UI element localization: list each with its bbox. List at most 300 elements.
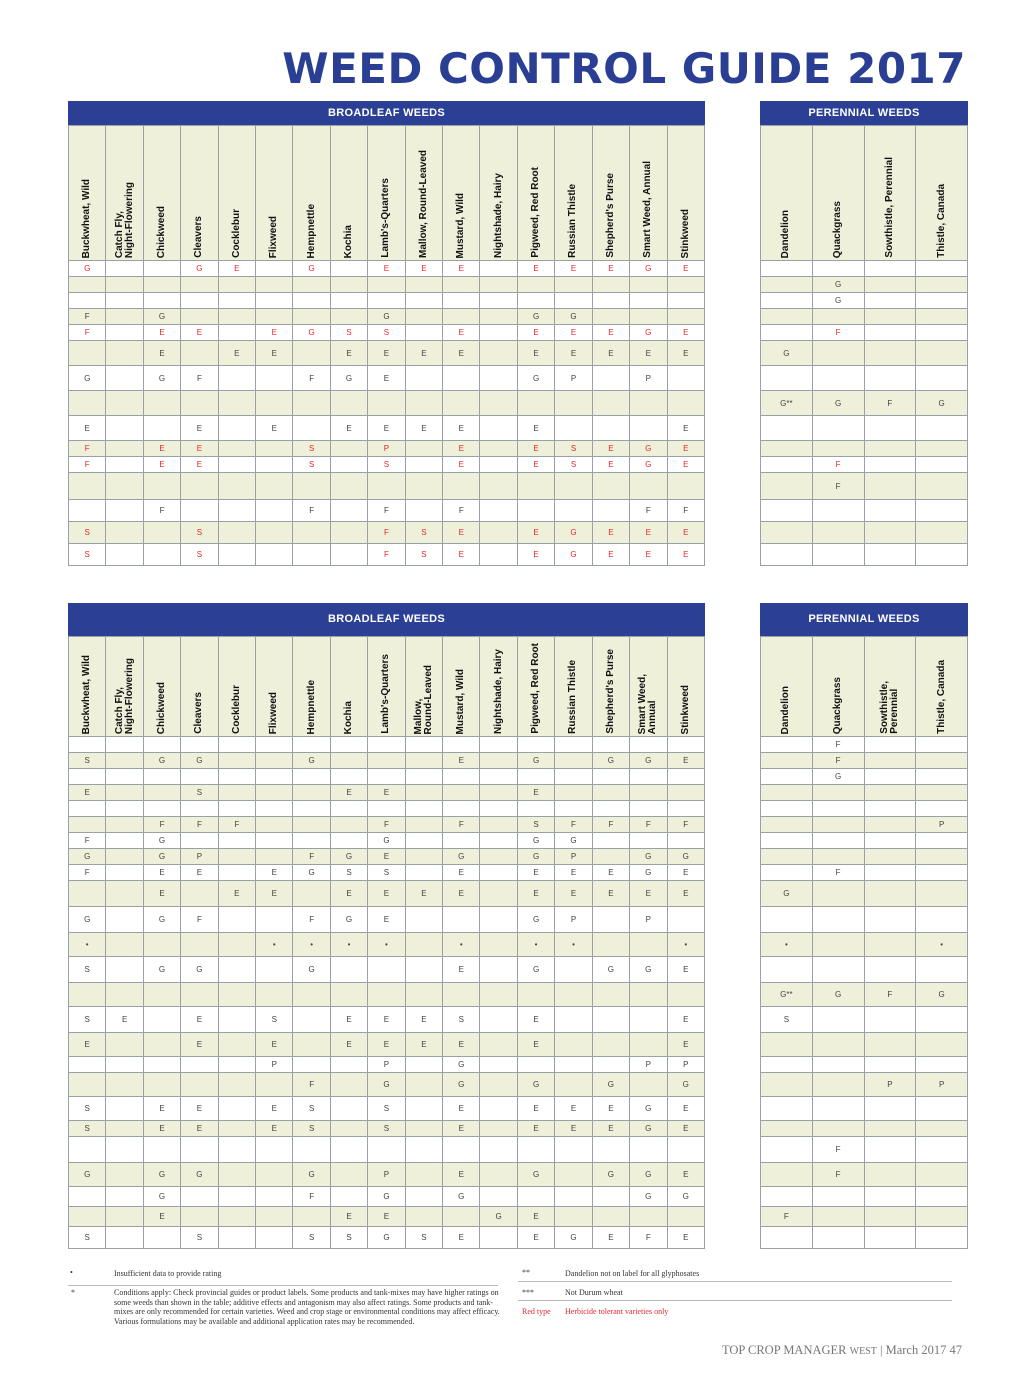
column-header-label: Dandelion xyxy=(780,685,792,734)
rating-cell xyxy=(916,366,968,391)
rating-cell xyxy=(330,753,367,769)
rating-cell: G xyxy=(667,1187,705,1207)
rating-cell xyxy=(443,801,480,817)
rating-cell xyxy=(480,753,517,769)
rating-cell xyxy=(630,769,667,785)
table-row xyxy=(761,769,968,785)
rating-cell: S xyxy=(368,325,405,341)
rating-cell xyxy=(181,500,218,522)
column-header xyxy=(667,637,705,737)
rating-cell xyxy=(864,1163,916,1187)
rating-cell xyxy=(330,737,367,753)
table-row xyxy=(761,881,968,907)
rating-cell xyxy=(592,769,629,785)
rating-cell: E xyxy=(256,325,293,341)
rating-cell xyxy=(256,544,293,566)
rating-cell xyxy=(330,261,367,277)
rating-cell xyxy=(256,769,293,785)
rating-cell xyxy=(592,1057,629,1073)
rating-cell xyxy=(330,833,367,849)
column-header-label: Flixweed xyxy=(268,691,280,734)
rating-cell xyxy=(405,1207,442,1227)
rating-cell xyxy=(143,544,180,566)
rating-cell xyxy=(106,441,143,457)
rating-cell: E xyxy=(368,416,405,441)
rating-cell: E xyxy=(143,341,180,366)
rating-cell xyxy=(480,769,517,785)
rating-cell: E xyxy=(181,865,218,881)
column-header xyxy=(864,126,916,261)
rating-cell xyxy=(330,1137,367,1163)
rating-cell xyxy=(443,309,480,325)
rating-cell: E xyxy=(443,881,480,907)
rating-cell: P xyxy=(864,1073,916,1097)
rating-cell: F xyxy=(812,473,864,500)
rating-cell xyxy=(256,737,293,753)
rating-cell xyxy=(592,983,629,1007)
rating-cell xyxy=(630,391,667,416)
column-header-label: Kochia xyxy=(343,700,355,734)
rating-cell: E xyxy=(405,1007,442,1033)
note-symbol: ** xyxy=(522,1268,530,1277)
rating-cell xyxy=(667,737,705,753)
rating-cell xyxy=(218,325,255,341)
rating-cell xyxy=(106,1207,143,1227)
table-row xyxy=(69,1007,705,1033)
rating-cell xyxy=(480,865,517,881)
rating-cell: G xyxy=(630,865,667,881)
rating-cell xyxy=(69,1187,106,1207)
rating-cell xyxy=(480,391,517,416)
rating-cell xyxy=(106,544,143,566)
rating-cell: E xyxy=(69,785,106,801)
table-row xyxy=(69,983,705,1007)
rating-cell: F xyxy=(181,817,218,833)
rating-cell: G xyxy=(592,957,629,983)
rating-cell xyxy=(555,769,592,785)
rating-cell xyxy=(761,500,813,522)
rating-cell: E xyxy=(592,1227,629,1249)
rating-cell xyxy=(218,309,255,325)
rating-cell xyxy=(480,957,517,983)
table-row xyxy=(69,833,705,849)
table-row xyxy=(761,1121,968,1137)
rating-cell: G xyxy=(630,457,667,473)
rating-cell xyxy=(480,293,517,309)
rating-cell xyxy=(630,737,667,753)
table-row xyxy=(761,833,968,849)
rating-cell xyxy=(761,957,813,983)
rating-cell: E xyxy=(592,457,629,473)
table-row xyxy=(69,957,705,983)
rating-cell xyxy=(256,1073,293,1097)
column-header-label: Shepherd's Purse xyxy=(604,649,616,734)
table-row xyxy=(761,261,968,277)
rating-cell: S xyxy=(69,1227,106,1249)
rating-cell: F xyxy=(69,325,106,341)
table-row xyxy=(69,1187,705,1207)
rating-cell xyxy=(592,473,629,500)
rating-cell: E xyxy=(555,865,592,881)
rating-cell xyxy=(443,833,480,849)
rating-cell xyxy=(293,544,330,566)
table-row xyxy=(69,457,705,473)
rating-cell xyxy=(256,457,293,473)
rating-cell xyxy=(916,769,968,785)
rating-cell: E xyxy=(667,753,705,769)
rating-cell: F xyxy=(368,544,405,566)
rating-cell: E xyxy=(368,849,405,865)
rating-cell xyxy=(630,833,667,849)
rating-cell xyxy=(69,1137,106,1163)
rating-cell: • xyxy=(69,933,106,957)
rating-cell xyxy=(330,457,367,473)
rating-cell: E xyxy=(592,261,629,277)
rating-cell xyxy=(405,753,442,769)
table-row xyxy=(761,907,968,933)
column-header xyxy=(443,126,480,261)
rating-cell xyxy=(630,293,667,309)
rating-cell: E xyxy=(667,522,705,544)
rating-cell xyxy=(864,325,916,341)
column-header xyxy=(106,126,143,261)
rating-cell xyxy=(916,907,968,933)
column-header-label: Nightshade, Hairy xyxy=(492,172,504,258)
rating-cell: G xyxy=(761,881,813,907)
rating-cell xyxy=(443,473,480,500)
rating-cell: G xyxy=(812,983,864,1007)
rating-cell xyxy=(555,1187,592,1207)
rating-cell xyxy=(864,769,916,785)
rating-cell xyxy=(916,277,968,293)
rating-cell xyxy=(69,293,106,309)
rating-cell xyxy=(864,817,916,833)
rating-cell xyxy=(106,293,143,309)
column-header xyxy=(330,126,367,261)
broadleaf-header-top: BROADLEAF WEEDS xyxy=(68,101,705,125)
rating-cell: E xyxy=(368,907,405,933)
rating-cell: E xyxy=(443,1033,480,1057)
rating-cell xyxy=(630,1007,667,1033)
column-header-label: Stinkweed xyxy=(679,684,691,734)
rating-cell: E xyxy=(667,1121,705,1137)
rating-cell: E xyxy=(592,325,629,341)
column-header-label: Pigweed, Red Root xyxy=(530,167,542,258)
rating-cell xyxy=(916,473,968,500)
rating-cell xyxy=(555,1057,592,1073)
rating-cell xyxy=(667,983,705,1007)
column-header xyxy=(256,126,293,261)
rating-cell: E xyxy=(667,1227,705,1249)
rating-cell xyxy=(480,457,517,473)
rating-cell: E xyxy=(181,1033,218,1057)
column-header xyxy=(517,637,554,737)
rating-cell: F xyxy=(293,1073,330,1097)
rating-cell xyxy=(592,391,629,416)
rating-cell xyxy=(106,416,143,441)
rating-cell: E xyxy=(517,416,554,441)
rating-cell xyxy=(916,416,968,441)
rating-cell: E xyxy=(218,881,255,907)
rating-cell xyxy=(256,907,293,933)
column-header xyxy=(293,126,330,261)
rating-cell xyxy=(69,277,106,293)
rating-cell xyxy=(864,1121,916,1137)
rating-cell xyxy=(405,865,442,881)
rating-cell xyxy=(480,1033,517,1057)
rating-cell: P xyxy=(916,1073,968,1097)
rating-cell: G xyxy=(443,1057,480,1073)
rating-cell: F xyxy=(368,522,405,544)
rating-cell: E xyxy=(667,341,705,366)
rating-cell xyxy=(761,833,813,849)
rating-cell: E xyxy=(143,441,180,457)
rating-cell xyxy=(293,881,330,907)
rating-cell: E xyxy=(667,881,705,907)
rating-cell: E xyxy=(630,544,667,566)
rating-cell: G xyxy=(812,391,864,416)
rating-cell xyxy=(256,785,293,801)
rating-cell xyxy=(761,261,813,277)
table-row xyxy=(761,1207,968,1227)
rating-cell xyxy=(667,907,705,933)
table-row xyxy=(69,1057,705,1073)
rating-cell xyxy=(218,769,255,785)
rating-cell: F xyxy=(143,500,180,522)
rating-cell: E xyxy=(517,881,554,907)
rating-cell xyxy=(106,1121,143,1137)
rating-cell: S xyxy=(368,1097,405,1121)
rating-cell xyxy=(143,785,180,801)
column-header-label: Quackgrass xyxy=(832,200,844,258)
rating-cell xyxy=(592,1137,629,1163)
rating-cell xyxy=(181,473,218,500)
rating-cell xyxy=(256,309,293,325)
rating-cell xyxy=(106,1097,143,1121)
rating-cell: E xyxy=(555,1121,592,1137)
rating-cell: E xyxy=(517,522,554,544)
rating-cell: E xyxy=(181,441,218,457)
rating-cell xyxy=(555,983,592,1007)
rating-cell xyxy=(916,957,968,983)
rating-cell xyxy=(480,801,517,817)
rating-cell: F xyxy=(443,817,480,833)
rating-cell xyxy=(330,1187,367,1207)
rating-cell xyxy=(106,785,143,801)
rating-cell xyxy=(592,785,629,801)
note-herbicide-tolerant: Herbicide tolerant varieties only xyxy=(565,1307,669,1316)
rating-cell xyxy=(218,457,255,473)
rating-cell: E xyxy=(143,881,180,907)
rating-cell xyxy=(916,1163,968,1187)
rating-cell xyxy=(812,1207,864,1227)
rating-cell xyxy=(218,737,255,753)
rating-cell xyxy=(256,1207,293,1227)
rating-cell: E xyxy=(256,416,293,441)
rating-cell: G xyxy=(761,341,813,366)
rating-cell xyxy=(256,1163,293,1187)
rating-cell: G xyxy=(667,849,705,865)
table-row xyxy=(761,416,968,441)
rating-cell xyxy=(218,1163,255,1187)
rating-cell xyxy=(812,1033,864,1057)
rating-cell xyxy=(667,1207,705,1227)
rating-cell xyxy=(218,391,255,416)
rating-cell: E xyxy=(181,1007,218,1033)
broadleaf-table-bottom xyxy=(68,636,705,1249)
rating-cell xyxy=(368,391,405,416)
rating-cell: E xyxy=(517,261,554,277)
rating-cell: P xyxy=(181,849,218,865)
rating-cell xyxy=(106,261,143,277)
rating-cell: S xyxy=(555,441,592,457)
column-header-label: Thistle, Canada xyxy=(935,660,947,734)
rating-cell xyxy=(864,293,916,309)
rating-cell: E xyxy=(218,261,255,277)
rating-cell xyxy=(592,1187,629,1207)
rating-cell xyxy=(293,817,330,833)
rating-cell: E xyxy=(443,1097,480,1121)
rating-cell xyxy=(864,261,916,277)
rating-cell xyxy=(218,1073,255,1097)
rating-cell: S xyxy=(181,1227,218,1249)
column-header xyxy=(143,126,180,261)
rating-cell xyxy=(555,293,592,309)
rating-cell xyxy=(293,1033,330,1057)
rating-cell: F xyxy=(293,500,330,522)
rating-cell: S xyxy=(368,1121,405,1137)
rating-cell xyxy=(667,391,705,416)
rating-cell xyxy=(761,277,813,293)
rating-cell xyxy=(293,737,330,753)
rating-cell: E xyxy=(443,1121,480,1137)
rating-cell: E xyxy=(443,341,480,366)
rating-cell xyxy=(592,933,629,957)
rating-cell xyxy=(181,391,218,416)
rating-cell: G xyxy=(293,325,330,341)
rating-cell xyxy=(630,1207,667,1227)
rating-cell xyxy=(106,983,143,1007)
rating-cell xyxy=(181,341,218,366)
rating-cell xyxy=(517,277,554,293)
rating-cell xyxy=(106,1033,143,1057)
rating-cell: G xyxy=(630,1121,667,1137)
rating-cell: E xyxy=(443,544,480,566)
rating-cell xyxy=(69,1073,106,1097)
rating-cell xyxy=(555,957,592,983)
rating-cell xyxy=(368,983,405,1007)
rating-cell: F xyxy=(630,1227,667,1249)
rating-cell xyxy=(555,416,592,441)
rating-cell xyxy=(69,881,106,907)
column-header xyxy=(630,126,667,261)
rating-cell: G xyxy=(443,849,480,865)
rating-cell xyxy=(630,1137,667,1163)
rating-cell: G xyxy=(181,1163,218,1187)
rating-cell: G xyxy=(143,849,180,865)
rating-cell xyxy=(761,1057,813,1073)
rating-cell xyxy=(218,277,255,293)
rating-cell xyxy=(218,865,255,881)
rating-cell: E xyxy=(256,1097,293,1121)
column-header-label: Shepherd's Purse xyxy=(604,173,616,258)
column-header xyxy=(256,637,293,737)
rating-cell: G xyxy=(555,309,592,325)
rating-cell xyxy=(916,325,968,341)
rating-cell: S xyxy=(181,544,218,566)
rating-cell xyxy=(761,441,813,457)
rating-cell: G xyxy=(143,753,180,769)
rating-cell xyxy=(181,769,218,785)
rating-cell xyxy=(293,391,330,416)
rating-cell xyxy=(330,544,367,566)
column-header-label: Catch Fly, Night-Flowering xyxy=(113,657,135,734)
rating-cell xyxy=(106,391,143,416)
rating-cell: G xyxy=(592,1073,629,1097)
rating-cell: E xyxy=(443,522,480,544)
rating-cell: E xyxy=(143,457,180,473)
rating-cell xyxy=(592,849,629,865)
rating-cell: F xyxy=(812,1137,864,1163)
rating-cell xyxy=(256,1227,293,1249)
rating-cell xyxy=(405,1163,442,1187)
rating-cell xyxy=(69,1207,106,1227)
rating-cell xyxy=(256,277,293,293)
rating-cell xyxy=(256,261,293,277)
rating-cell xyxy=(256,441,293,457)
rating-cell xyxy=(218,849,255,865)
rating-cell xyxy=(69,817,106,833)
rating-cell xyxy=(555,473,592,500)
rating-cell xyxy=(368,293,405,309)
table-row xyxy=(69,366,705,391)
rating-cell xyxy=(480,341,517,366)
rating-cell xyxy=(761,1073,813,1097)
rating-cell: G xyxy=(181,957,218,983)
rating-cell: G xyxy=(143,907,180,933)
rating-cell xyxy=(592,1033,629,1057)
rating-cell: S xyxy=(293,1097,330,1121)
rating-cell: E xyxy=(630,881,667,907)
rating-cell xyxy=(864,881,916,907)
rating-cell: • xyxy=(916,933,968,957)
rating-cell xyxy=(864,500,916,522)
rating-cell xyxy=(405,473,442,500)
rating-cell xyxy=(106,341,143,366)
rating-cell: E xyxy=(330,1207,367,1227)
rating-cell xyxy=(667,277,705,293)
table-row xyxy=(761,325,968,341)
rating-cell: • xyxy=(330,933,367,957)
rating-cell: • xyxy=(555,933,592,957)
rating-cell: S xyxy=(293,1121,330,1137)
table-row xyxy=(761,544,968,566)
rating-cell xyxy=(218,441,255,457)
rating-cell xyxy=(480,983,517,1007)
rating-cell xyxy=(761,849,813,865)
rating-cell: G xyxy=(330,366,367,391)
column-header-label: Thistle, Canada xyxy=(935,184,947,258)
rating-cell xyxy=(256,833,293,849)
rating-cell xyxy=(916,833,968,849)
rating-cell xyxy=(812,801,864,817)
table-row xyxy=(69,500,705,522)
rating-cell xyxy=(517,801,554,817)
rating-cell xyxy=(812,1121,864,1137)
column-header-label: Cleavers xyxy=(193,216,205,258)
rating-cell xyxy=(106,522,143,544)
rating-cell xyxy=(106,737,143,753)
